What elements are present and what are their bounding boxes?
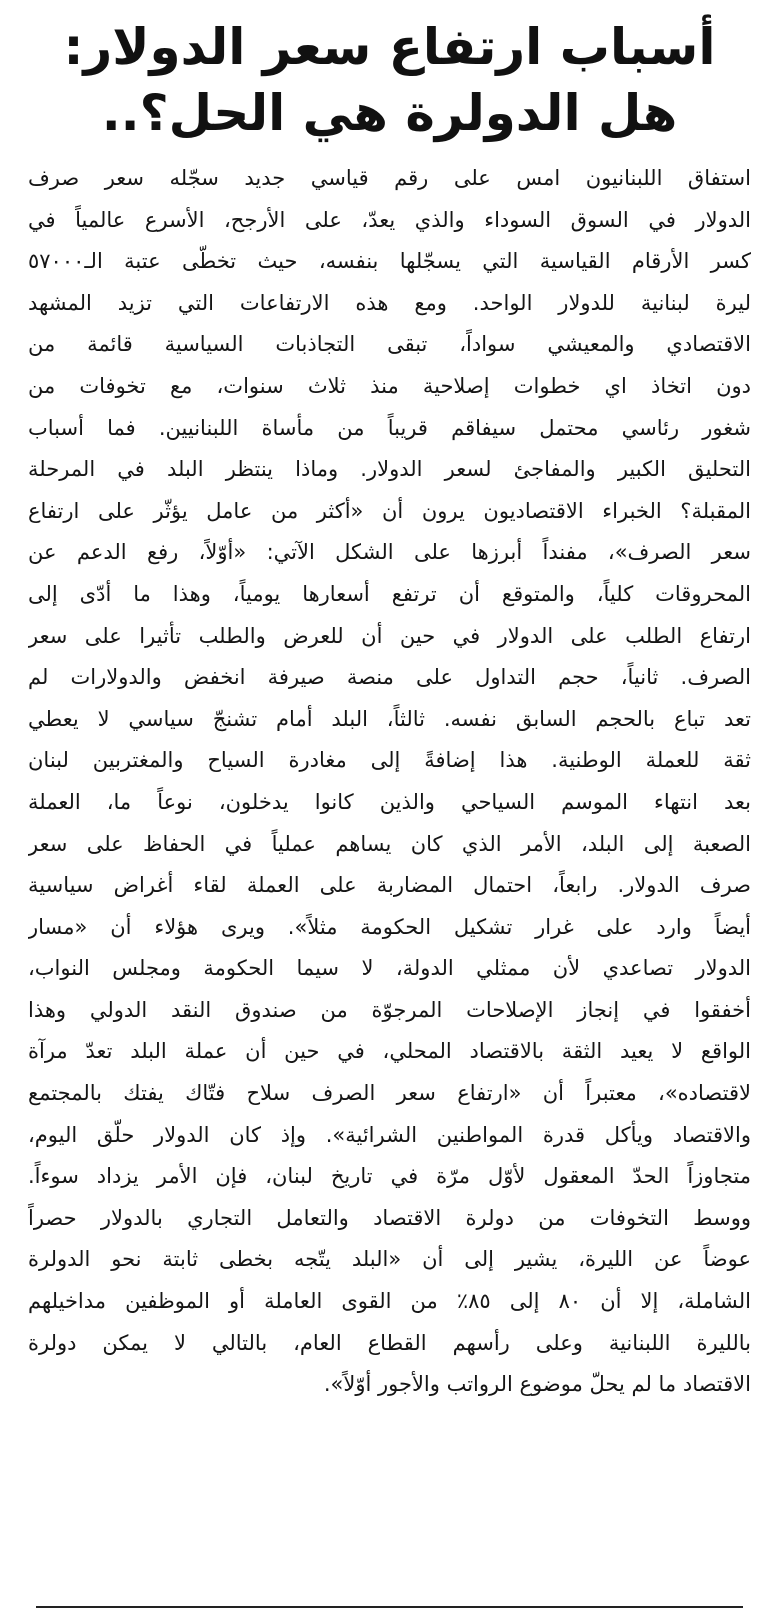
article-line: ثقة للعملة الوطنية. هذا إضافةً إلى مغادرة السياح والمغتربين لبنان xyxy=(28,748,751,773)
article-line: المحروقات كلياً، والمتوقع أن ترتفع أسعارها يومياً، وهذا ما أدّى إلى xyxy=(28,581,751,606)
article-line: استفاق اللبنانيون امس على رقم قياسي جديد سجّله سعر صرف xyxy=(28,166,751,190)
article-line: التحليق الكبير والمفاجئ لسعر الدولار. وماذا ينتظر البلد في المرحلة xyxy=(28,457,751,482)
article-line: كسر الأرقام القياسية التي يسجّلها بنفسه، حيث تخطّى عتبة الـ٥٧٠٠٠ xyxy=(28,249,751,274)
article-line: أيضاً وارد على غرار تشكيل الحكومة مثلاً». ويرى هؤلاء أن «مسار xyxy=(28,914,751,939)
article-line: سعر الصرف»، مفنداً أبرزها على الشكل الآتي: «أوّلاً، رفع الدعم عن xyxy=(28,540,751,565)
article-line: متجاوزاً الحدّ المعقول لأوّل مرّة في تاريخ لبنان، فإن الأمر يزداد سوءاً. xyxy=(28,1164,751,1189)
article-line: الاقتصادي والمعيشي سواداً، تبقى التجاذبات السياسية قائمة من xyxy=(28,332,751,357)
article-line: شغور رئاسي محتمل سيفاقم قريباً من مأساة اللبنانيين. فما أسباب xyxy=(28,415,751,440)
article-line: تعد تباع بالحجم السابق نفسه. ثالثاً، البلد أمام تشنجّ سياسي لا يعطي xyxy=(28,706,751,731)
headline-line-1: أسباب ارتفاع سعر الدولار: xyxy=(63,18,716,76)
article-line: الدولار في السوق السوداء والذي يعدّ، على الأرجح، الأسرع عالمياً في xyxy=(28,207,751,232)
article-line: الصرف. ثانياً، حجم التداول على منصة صيرفة انخفض والدولارات لم xyxy=(28,665,751,690)
article-line: لاقتصاده»، معتبراً أن «ارتفاع سعر الصرف سلاح فتّاك يفتك بالمجتمع xyxy=(28,1081,751,1106)
article-line: والاقتصاد ويأكل قدرة المواطنين الشرائية». وإذ كان الدولار حلّق اليوم، xyxy=(28,1122,751,1147)
headline-line-2: هل الدولرة هي الحل؟.. xyxy=(101,84,678,142)
article-line: الشاملة، إلا أن ٨٠ إلى ٨٥٪ من القوى العاملة أو الموظفين مداخيلهم xyxy=(28,1289,751,1314)
article-line: المقبلة؟ الخبراء الاقتصاديون يرون أن «أكثر من عامل يؤثّر على ارتفاع xyxy=(28,498,751,523)
article-line: ووسط التخوفات من دولرة الاقتصاد والتعامل التجاري بالدولار حصراً xyxy=(28,1205,751,1230)
article-line: الاقتصاد ما لم يحلّ موضوع الرواتب والأجور أوّلاً». xyxy=(323,1372,751,1397)
article-line: أخفقوا في إنجاز الإصلاحات المرجوّة من صندوق النقد الدولي وهذا xyxy=(28,997,751,1022)
article-line: بالليرة اللبنانية وعلى رأسهم القطاع العام، بالتالي لا يمكن دولرة xyxy=(28,1330,751,1355)
article-body xyxy=(28,158,751,1406)
article-line: صرف الدولار. رابعاً، احتمال المضاربة على العملة لقاء أغراض سياسية xyxy=(28,873,751,898)
article-line: بعد انتهاء الموسم السياحي والذين كانوا يدخلون، نوعاً ما، العملة xyxy=(28,789,751,814)
bottom-divider xyxy=(36,1606,743,1608)
article-line: ليرة لبنانية للدولار الواحد. ومع هذه الارتفاعات التي تزيد المشهد xyxy=(28,290,751,315)
article-line: الواقع لا يعيد الثقة بالاقتصاد المحلي، في حين أن عملة البلد تعدّ مرآة xyxy=(28,1039,751,1064)
headline xyxy=(0,0,779,146)
article-line: دون اتخاذ اي خطوات إصلاحية منذ ثلاث سنوات، مع تخوفات من xyxy=(28,373,751,398)
article-line: عوضاً عن الليرة، يشير إلى أن «البلد يتّجه بخطى ثابتة نحو الدولرة xyxy=(28,1247,751,1272)
article-line: ارتفاع الطلب على الدولار في حين أن للعرض والطلب تأثيرا على سعر xyxy=(28,623,751,648)
article-line: الصعبة إلى البلد، الأمر الذي كان يساهم عملياً في الحفاظ على سعر xyxy=(28,831,751,856)
article-line: الدولار تصاعدي لأن ممثلي الدولة، لا سيما الحكومة ومجلس النواب، xyxy=(28,956,751,981)
